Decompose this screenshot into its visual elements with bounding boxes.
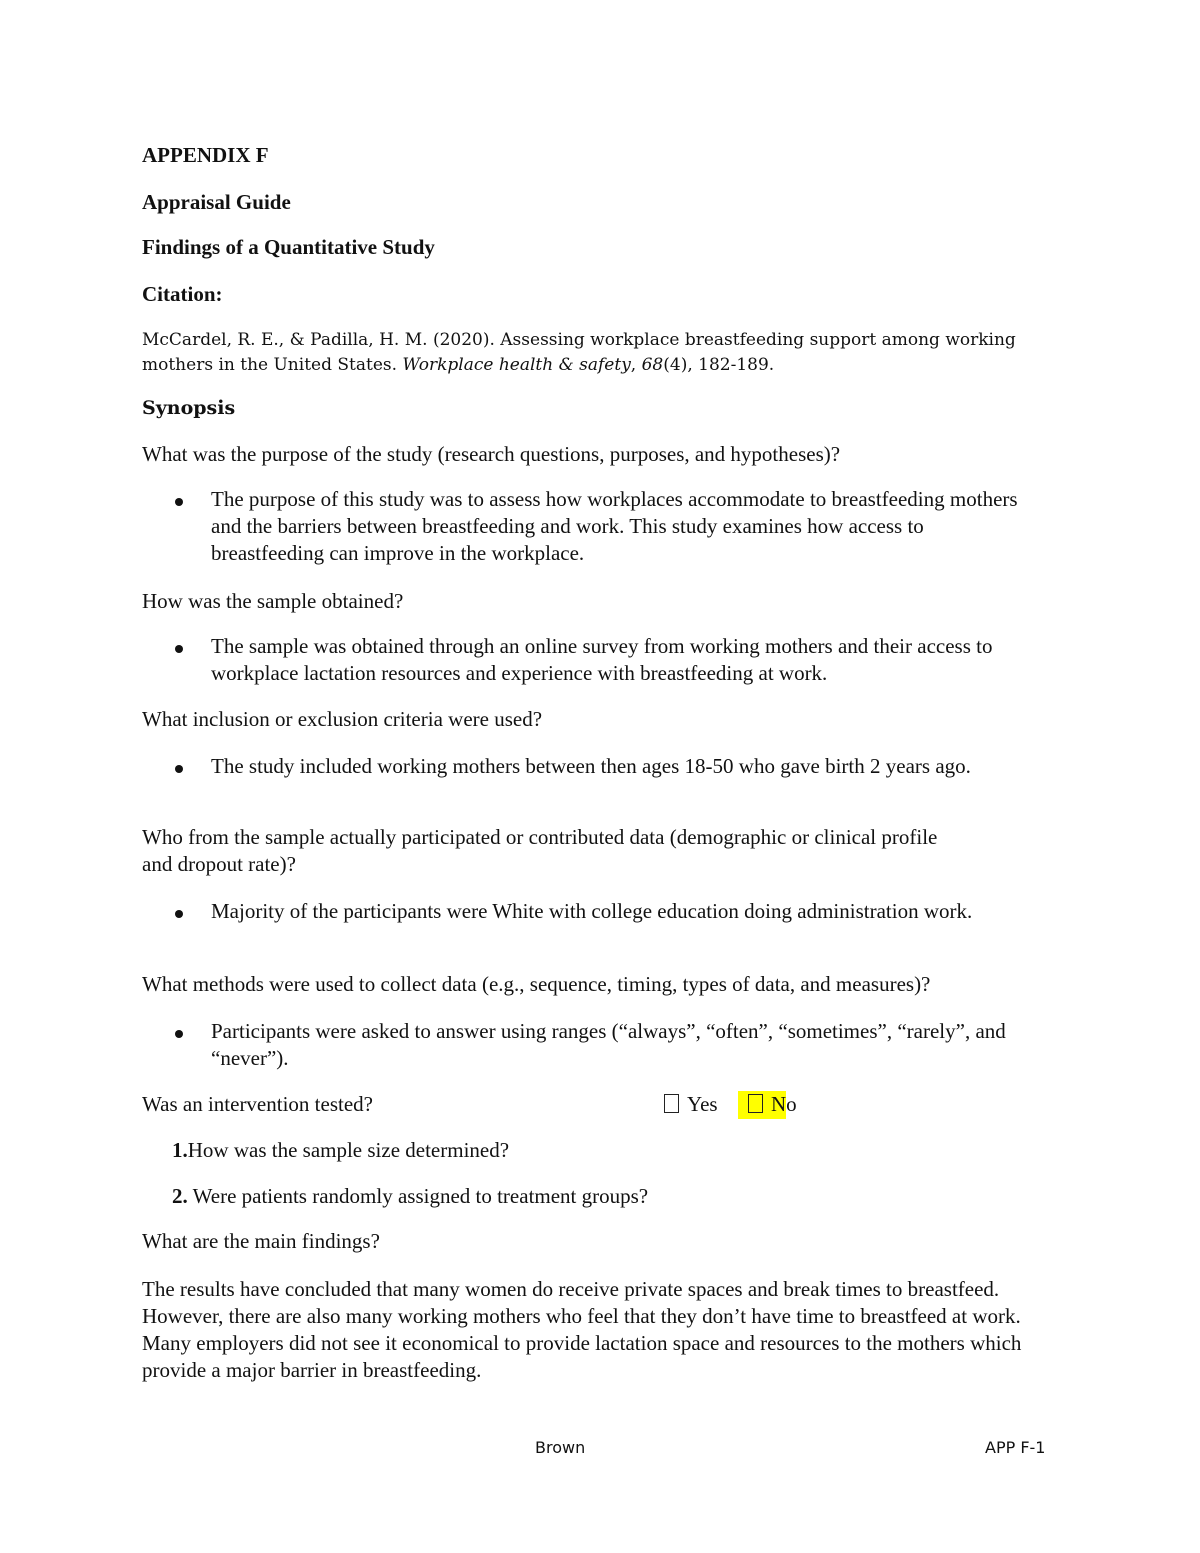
bullet-icon	[175, 1030, 183, 1038]
citation-pages: (4), 182-189.	[663, 355, 775, 375]
answer-sample-text: The sample was obtained through an online survey from working mothers and their access to workplace lactation resources and experience with breastfeeding at work.	[211, 634, 993, 685]
question-participants-line1: Who from the sample actually participated or contributed data (demographic or clinical profile	[142, 825, 938, 849]
no-label-rest: o	[786, 1092, 797, 1116]
footer-page-number: APP F-1	[985, 1438, 1046, 1457]
question-sample: How was the sample obtained?	[142, 589, 404, 613]
numbered-item-2-text: Were patients randomly assigned to treatment groups?	[187, 1184, 649, 1208]
answer-sample	[142, 633, 1042, 689]
numbered-item-1-text: How was the sample size determined?	[187, 1138, 510, 1162]
guide-heading: Appraisal Guide	[142, 190, 291, 214]
citation-journal: Workplace health & safety	[402, 355, 631, 375]
bullet-icon	[175, 765, 183, 773]
bullet-icon	[175, 498, 183, 506]
numbered-item-1	[172, 1138, 509, 1163]
answer-purpose	[142, 486, 1042, 570]
answer-participants-text: Majority of the participants were White with college education doing administration work.	[211, 899, 973, 923]
synopsis-label: Synopsis	[142, 397, 236, 419]
bullet-icon	[175, 645, 183, 653]
numbered-item-2	[172, 1184, 648, 1209]
citation-sep: ,	[630, 355, 642, 375]
yes-option[interactable]	[664, 1092, 718, 1117]
answer-criteria	[142, 753, 1042, 809]
checkbox-yes-icon[interactable]	[664, 1094, 679, 1113]
citation-authors: McCardel, R. E., & Padilla, H. M. (2020). Assessing workplace breastfeeding support among working mothers in the United States.	[142, 330, 1016, 375]
question-methods: What methods were used to collect data (e.g., sequence, timing, types of data, and measures)?	[142, 972, 931, 996]
answer-methods-text: Participants were asked to answer using ranges (“always”, “often”, “sometimes”, “rarely”, and “never”).	[211, 1019, 1006, 1070]
appendix-heading: APPENDIX F	[142, 143, 269, 167]
no-option[interactable]	[738, 1092, 797, 1117]
findings-heading: Findings of a Quantitative Study	[142, 235, 435, 259]
citation-label: Citation:	[142, 282, 223, 306]
answer-methods	[142, 1018, 1042, 1074]
citation-volume: 68	[641, 355, 664, 375]
no-label-highlighted: N	[771, 1092, 787, 1116]
yes-label: Yes	[687, 1092, 718, 1116]
numbered-item-2-num: 2.	[172, 1184, 188, 1208]
question-participants-line2: and dropout rate)?	[142, 852, 296, 876]
question-criteria: What inclusion or exclusion criteria were used?	[142, 707, 543, 731]
citation-text	[142, 328, 1042, 378]
numbered-item-1-num: 1.	[172, 1138, 188, 1162]
intervention-row	[142, 1092, 1052, 1122]
intervention-question: Was an intervention tested?	[142, 1092, 373, 1116]
bullet-icon	[175, 910, 183, 918]
answer-purpose-text: The purpose of this study was to assess how workplaces accommodate to breastfeeding mothers and the barriers between breastfeeding and work. This study examines how access to breastfeeding can improve in the workplace.	[211, 487, 1018, 565]
checkbox-no-icon[interactable]	[748, 1094, 763, 1113]
answer-participants	[142, 898, 1042, 954]
answer-findings: The results have concluded that many women do receive private spaces and break times to breastfeed. However, there are also many working mothers who feel that they don’t have time to breastfeed at work. Many employers did not see it economical to provide lactation space and resources to the mothers which provide a major barrier in breastfeeding.	[142, 1277, 1022, 1382]
answer-criteria-text: The study included working mothers between then ages 18-50 who gave birth 2 years ago.	[211, 754, 971, 778]
footer-author: Brown	[535, 1438, 586, 1457]
question-purpose: What was the purpose of the study (research questions, purposes, and hypotheses)?	[142, 442, 841, 466]
question-findings: What are the main findings?	[142, 1229, 380, 1253]
